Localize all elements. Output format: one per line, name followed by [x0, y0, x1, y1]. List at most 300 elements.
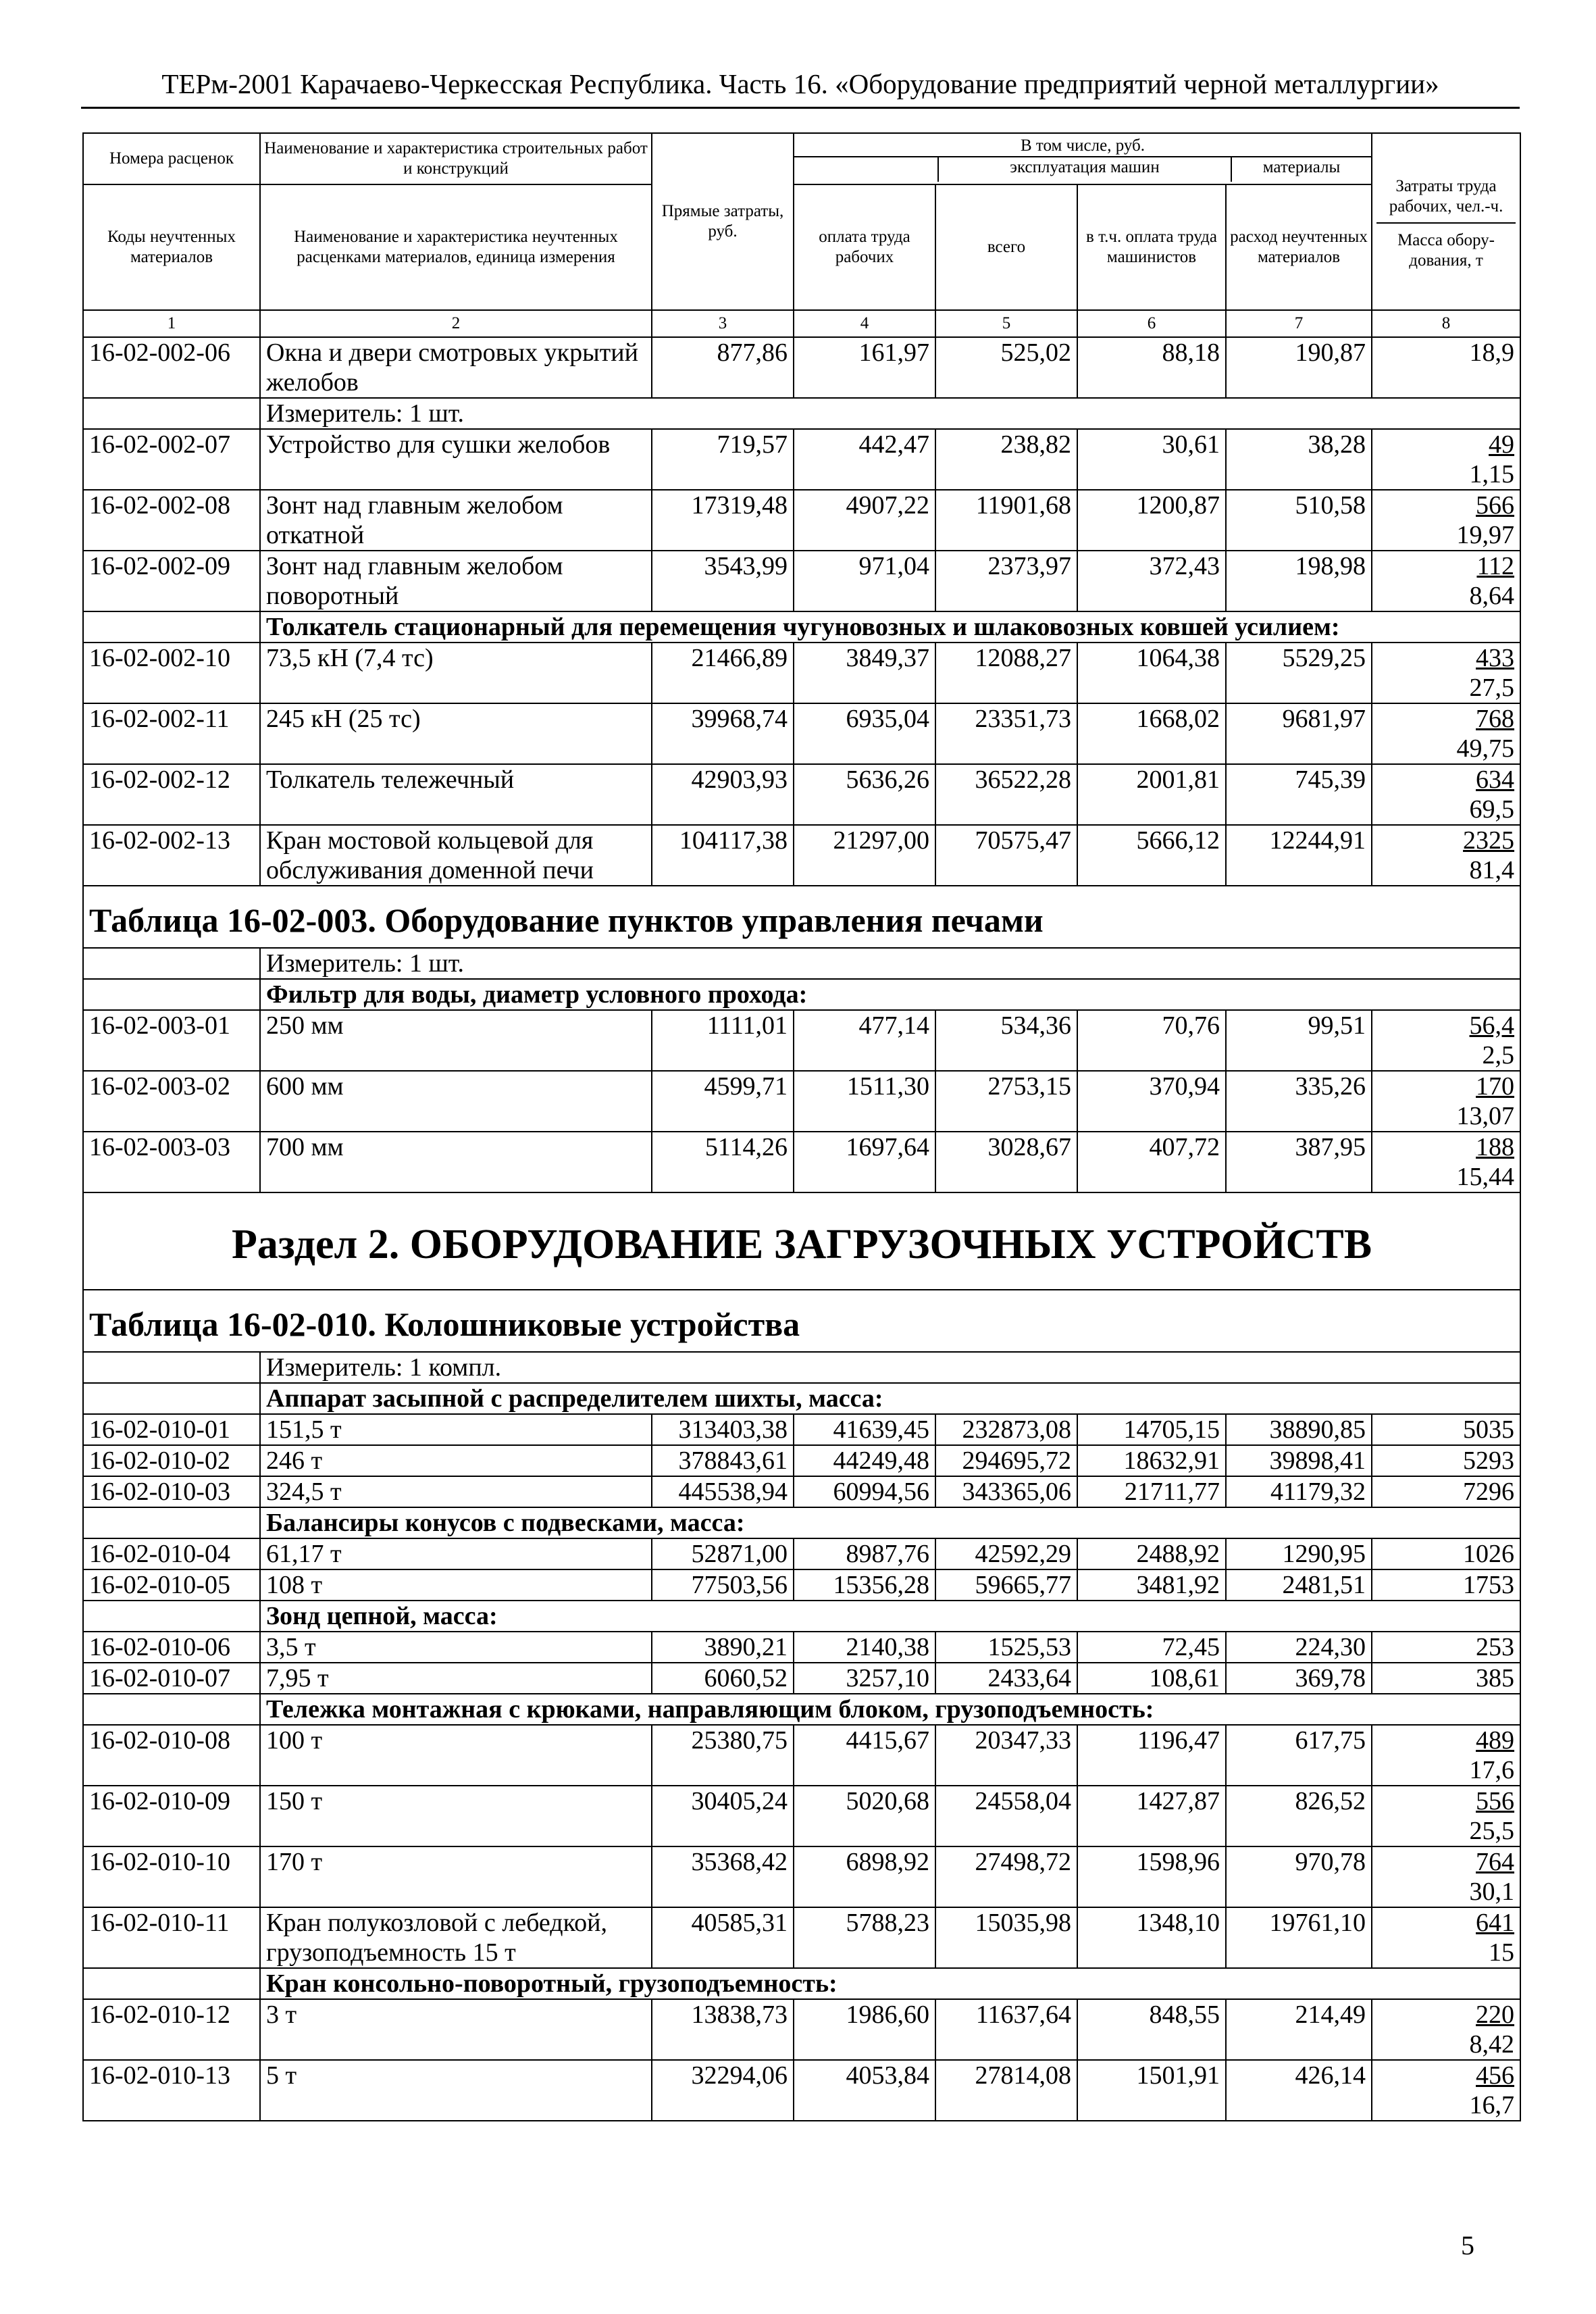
materials-value: 335,26 — [1226, 1071, 1372, 1132]
rate-name: 7,95 т — [260, 1663, 652, 1694]
subheader: Тележка монтажная с крюками, направляющим блоком, грузоподъемность: — [260, 1694, 1520, 1725]
equipment-mass-value: 8,64 — [1469, 582, 1515, 610]
labor-pay-value: 5020,68 — [794, 1786, 935, 1846]
rate-code: 16-02-003-02 — [83, 1071, 260, 1132]
materials-value: 38,28 — [1226, 429, 1372, 490]
rate-code: 16-02-002-08 — [83, 490, 260, 551]
operators-pay-value: 1427,87 — [1077, 1786, 1226, 1846]
measure-row — [83, 1352, 1520, 1383]
subheader: Фильтр для воды, диаметр условного прохода: — [260, 979, 1520, 1010]
rate-name: 246 т — [260, 1445, 652, 1476]
direct-costs-value: 5114,26 — [652, 1132, 794, 1192]
labor-pay-value: 3849,37 — [794, 643, 935, 703]
col-number: 7 — [1226, 310, 1372, 337]
col-number: 5 — [935, 310, 1077, 337]
rate-code: 16-02-010-09 — [83, 1786, 260, 1846]
rate-name: 600 мм — [260, 1071, 652, 1132]
rate-name: Толкатель тележечный — [260, 764, 652, 825]
materials-value: 970,78 — [1226, 1846, 1372, 1907]
materials-value: 38890,85 — [1226, 1414, 1372, 1445]
measure-unit: Измеритель: 1 шт. — [260, 398, 1520, 429]
empty-cell — [83, 1601, 260, 1632]
column-numbers-row — [83, 310, 1520, 337]
labor-hours-value: 556 — [1476, 1787, 1515, 1815]
labor-pay-value: 161,97 — [794, 337, 935, 398]
operators-pay-value: 1598,96 — [1077, 1846, 1226, 1907]
materials-value: 12244,91 — [1226, 825, 1372, 886]
labor-mass-cell — [1372, 429, 1520, 490]
empty-cell — [83, 1507, 260, 1538]
col-number: 4 — [794, 310, 935, 337]
labor-hours-value: 768 — [1476, 705, 1515, 733]
machines-total-value: 27498,72 — [935, 1846, 1077, 1907]
rate-name: 151,5 т — [260, 1414, 652, 1445]
labor-mass-cell — [1372, 551, 1520, 611]
table-row — [83, 1786, 1520, 1846]
empty-cell — [83, 611, 260, 643]
direct-costs-value: 35368,42 — [652, 1846, 794, 1907]
labor-hours-value: 385 — [1476, 1664, 1515, 1692]
labor-pay-value: 5788,23 — [794, 1907, 935, 1968]
labor-mass-cell — [1372, 825, 1520, 886]
labor-hours-value: 641 — [1476, 1909, 1515, 1937]
materials-value: 426,14 — [1226, 2060, 1372, 2121]
rate-name: 250 мм — [260, 1010, 652, 1071]
machines-total-value: 2753,15 — [935, 1071, 1077, 1132]
equipment-mass-value: 2,5 — [1482, 1041, 1515, 1070]
operators-pay-value: 2488,92 — [1077, 1538, 1226, 1569]
empty-cell — [83, 1383, 260, 1414]
materials-value: 190,87 — [1226, 337, 1372, 398]
operators-pay-value: 18632,91 — [1077, 1445, 1226, 1476]
measure-row — [83, 948, 1520, 979]
machines-total-value: 15035,98 — [935, 1907, 1077, 1968]
operators-pay-value: 848,55 — [1077, 1999, 1226, 2060]
rate-code: 16-02-002-12 — [83, 764, 260, 825]
operators-pay-value: 3481,92 — [1077, 1569, 1226, 1601]
section-title-row — [83, 1192, 1520, 1290]
machines-total-value: 23351,73 — [935, 703, 1077, 764]
rate-code: 16-02-010-12 — [83, 1999, 260, 2060]
labor-hours-value: 764 — [1476, 1848, 1515, 1876]
rate-name: Окна и двери смотровых укрытий желобов — [260, 337, 652, 398]
machines-total-value: 24558,04 — [935, 1786, 1077, 1846]
empty-cell — [83, 948, 260, 979]
materials-value: 39898,41 — [1226, 1445, 1372, 1476]
col-number: 8 — [1372, 310, 1520, 337]
labor-mass-cell — [1372, 1569, 1520, 1601]
rate-name: 150 т — [260, 1786, 652, 1846]
direct-costs-value: 445538,94 — [652, 1476, 794, 1507]
rate-name: 73,5 кН (7,4 тс) — [260, 643, 652, 703]
table-row — [83, 490, 1520, 551]
operators-pay-value: 1200,87 — [1077, 490, 1226, 551]
labor-mass-cell — [1372, 1663, 1520, 1694]
table-row — [83, 429, 1520, 490]
machines-total-value: 11637,64 — [935, 1999, 1077, 2060]
empty-cell — [83, 398, 260, 429]
machines-total-value: 11901,68 — [935, 490, 1077, 551]
table-row — [83, 1132, 1520, 1192]
table-row — [83, 1632, 1520, 1663]
rate-code: 16-02-010-06 — [83, 1632, 260, 1663]
header-labor-costs: Затраты труда рабочих, чел.-ч. — [1376, 172, 1516, 224]
operators-pay-value: 21711,77 — [1077, 1476, 1226, 1507]
machines-total-value: 27814,08 — [935, 2060, 1077, 2121]
direct-costs-value: 30405,24 — [652, 1786, 794, 1846]
materials-value: 224,30 — [1226, 1632, 1372, 1663]
direct-costs-value: 104117,38 — [652, 825, 794, 886]
subheader: Кран консольно-поворотный, грузоподъемность: — [260, 1968, 1520, 1999]
table-row — [83, 1907, 1520, 1968]
machines-total-value: 525,02 — [935, 337, 1077, 398]
materials-value: 826,52 — [1226, 1786, 1372, 1846]
rate-code: 16-02-002-11 — [83, 703, 260, 764]
header-equipment-mass: Масса обору-дования, т — [1397, 231, 1495, 270]
measure-unit: Измеритель: 1 шт. — [260, 948, 1520, 979]
rate-name: 61,17 т — [260, 1538, 652, 1569]
labor-hours-value: 170 — [1476, 1072, 1515, 1101]
col-number: 3 — [652, 310, 794, 337]
materials-value: 1290,95 — [1226, 1538, 1372, 1569]
header-machines-total: всего — [935, 184, 1077, 310]
labor-hours-value: 220 — [1476, 2001, 1515, 2029]
subheader-row — [83, 1601, 1520, 1632]
subheader-row — [83, 1694, 1520, 1725]
subheader: Зонд цепной, масса: — [260, 1601, 1520, 1632]
rate-name: 108 т — [260, 1569, 652, 1601]
operators-pay-value: 108,61 — [1077, 1663, 1226, 1694]
machines-total-value: 70575,47 — [935, 825, 1077, 886]
labor-pay-value: 4415,67 — [794, 1725, 935, 1786]
subheader-row — [83, 611, 1520, 643]
materials-value: 99,51 — [1226, 1010, 1372, 1071]
table-title-row — [83, 886, 1520, 948]
header-labor-costs-group — [1372, 133, 1520, 310]
labor-pay-value: 4907,22 — [794, 490, 935, 551]
labor-pay-value: 41639,45 — [794, 1414, 935, 1445]
machines-total-value: 36522,28 — [935, 764, 1077, 825]
labor-mass-cell — [1372, 703, 1520, 764]
col-number: 1 — [83, 310, 260, 337]
machines-total-value: 1525,53 — [935, 1632, 1077, 1663]
empty-cell — [83, 979, 260, 1010]
rate-name: Зонт над главным желобом откатной — [260, 490, 652, 551]
table-row — [83, 1071, 1520, 1132]
materials-value: 9681,97 — [1226, 703, 1372, 764]
labor-pay-value: 21297,00 — [794, 825, 935, 886]
header-materials: материалы — [1262, 158, 1341, 176]
machines-total-value: 2433,64 — [935, 1663, 1077, 1694]
labor-hours-value: 5293 — [1463, 1447, 1515, 1475]
labor-mass-cell — [1372, 490, 1520, 551]
labor-hours-value: 489 — [1476, 1726, 1515, 1755]
labor-hours-value: 456 — [1476, 2061, 1515, 2090]
labor-pay-value: 44249,48 — [794, 1445, 935, 1476]
labor-pay-value: 442,47 — [794, 429, 935, 490]
direct-costs-value: 378843,61 — [652, 1445, 794, 1476]
operators-pay-value: 407,72 — [1077, 1132, 1226, 1192]
header-including-label: В том числе, руб. — [794, 136, 1371, 157]
labor-mass-cell — [1372, 1071, 1520, 1132]
labor-mass-cell — [1372, 2060, 1520, 2121]
table-row — [83, 1010, 1520, 1071]
equipment-mass-value: 8,42 — [1469, 2030, 1515, 2059]
page-number: 5 — [1461, 2230, 1474, 2261]
rate-code: 16-02-003-03 — [83, 1132, 260, 1192]
rate-name: Устройство для сушки желобов — [260, 429, 652, 490]
equipment-mass-value: 17,6 — [1469, 1756, 1515, 1784]
labor-pay-value: 3257,10 — [794, 1663, 935, 1694]
table-row — [83, 1445, 1520, 1476]
header-material-name: Наименование и характеристика неучтенных расценками материалов, единица измерения — [260, 184, 652, 310]
direct-costs-value: 32294,06 — [652, 2060, 794, 2121]
labor-pay-value: 6935,04 — [794, 703, 935, 764]
header-operators-pay: в т.ч. оплата труда машинистов — [1077, 184, 1226, 310]
table-row — [83, 1999, 1520, 2060]
labor-pay-value: 1697,64 — [794, 1132, 935, 1192]
materials-value: 214,49 — [1226, 1999, 1372, 2060]
rate-code: 16-02-010-10 — [83, 1846, 260, 1907]
col-number: 6 — [1077, 310, 1226, 337]
direct-costs-value: 4599,71 — [652, 1071, 794, 1132]
rate-name: 5 т — [260, 2060, 652, 2121]
operators-pay-value: 2001,81 — [1077, 764, 1226, 825]
operators-pay-value: 1501,91 — [1077, 2060, 1226, 2121]
equipment-mass-value: 25,5 — [1469, 1817, 1515, 1845]
machines-total-value: 534,36 — [935, 1010, 1077, 1071]
rate-code: 16-02-010-02 — [83, 1445, 260, 1476]
labor-pay-value: 1511,30 — [794, 1071, 935, 1132]
labor-hours-value: 5035 — [1463, 1415, 1515, 1444]
labor-pay-value: 5636,26 — [794, 764, 935, 825]
rate-code: 16-02-010-07 — [83, 1663, 260, 1694]
rate-name: 245 кН (25 тс) — [260, 703, 652, 764]
table-row — [83, 764, 1520, 825]
labor-hours-value: 49 — [1489, 430, 1515, 459]
header-rate-numbers: Номера расценок — [83, 133, 260, 184]
labor-pay-value: 8987,76 — [794, 1538, 935, 1569]
rate-name: 3,5 т — [260, 1632, 652, 1663]
labor-hours-value: 18,9 — [1469, 338, 1515, 367]
labor-pay-value: 15356,28 — [794, 1569, 935, 1601]
table-row — [83, 703, 1520, 764]
rate-code: 16-02-010-11 — [83, 1907, 260, 1968]
direct-costs-value: 17319,48 — [652, 490, 794, 551]
machines-total-value: 343365,06 — [935, 1476, 1077, 1507]
header-divider — [81, 107, 1520, 109]
header-work-name: Наименование и характеристика строительных работ и конструкций — [260, 133, 652, 184]
subheader: Аппарат засыпной с распределителем шихты, масса: — [260, 1383, 1520, 1414]
labor-pay-value: 6898,92 — [794, 1846, 935, 1907]
direct-costs-value: 21466,89 — [652, 643, 794, 703]
labor-mass-cell — [1372, 1538, 1520, 1569]
labor-mass-cell — [1372, 1846, 1520, 1907]
equipment-mass-value: 30,1 — [1469, 1878, 1515, 1906]
rate-code: 16-02-010-05 — [83, 1569, 260, 1601]
machines-total-value: 59665,77 — [935, 1569, 1077, 1601]
materials-value: 198,98 — [1226, 551, 1372, 611]
rate-name: 170 т — [260, 1846, 652, 1907]
direct-costs-value: 40585,31 — [652, 1907, 794, 1968]
operators-pay-value: 14705,15 — [1077, 1414, 1226, 1445]
operators-pay-value: 370,94 — [1077, 1071, 1226, 1132]
rate-name: Зонт над главным желобом поворотный — [260, 551, 652, 611]
labor-hours-value: 112 — [1476, 552, 1515, 580]
table-row — [83, 1476, 1520, 1507]
labor-mass-cell — [1372, 337, 1520, 398]
table-row — [83, 551, 1520, 611]
table-row — [83, 1414, 1520, 1445]
operators-pay-value: 88,18 — [1077, 337, 1226, 398]
operators-pay-value: 372,43 — [1077, 551, 1226, 611]
machines-total-value: 20347,33 — [935, 1725, 1077, 1786]
subheader-row — [83, 1383, 1520, 1414]
direct-costs-value: 13838,73 — [652, 1999, 794, 2060]
materials-value: 510,58 — [1226, 490, 1372, 551]
labor-mass-cell — [1372, 1445, 1520, 1476]
page-header-title: ТЕРм-2001 Карачаево-Черкесская Республика. Часть 16. «Оборудование предприятий черной металлургии» — [161, 68, 1439, 99]
materials-value: 745,39 — [1226, 764, 1372, 825]
table-title: Таблица 16-02-003. Оборудование пунктов управления печами — [83, 886, 1520, 948]
rate-name: 100 т — [260, 1725, 652, 1786]
header-including-group — [794, 133, 1372, 184]
rate-code: 16-02-010-04 — [83, 1538, 260, 1569]
table-row — [83, 337, 1520, 398]
table-row — [83, 2060, 1520, 2121]
operators-pay-value: 1196,47 — [1077, 1725, 1226, 1786]
equipment-mass-value: 19,97 — [1456, 521, 1515, 549]
equipment-mass-value: 15,44 — [1456, 1163, 1515, 1191]
col-number: 2 — [260, 310, 652, 337]
direct-costs-value: 39968,74 — [652, 703, 794, 764]
labor-hours-value: 433 — [1476, 644, 1515, 672]
direct-costs-value: 6060,52 — [652, 1663, 794, 1694]
rate-name: 3 т — [260, 1999, 652, 2060]
materials-value: 387,95 — [1226, 1132, 1372, 1192]
materials-value: 19761,10 — [1226, 1907, 1372, 1968]
empty-cell — [83, 1968, 260, 1999]
empty-cell — [83, 1694, 260, 1725]
labor-pay-value: 2140,38 — [794, 1632, 935, 1663]
table-row — [83, 643, 1520, 703]
section-title: Раздел 2. ОБОРУДОВАНИЕ ЗАГРУЗОЧНЫХ УСТРОЙСТВ — [83, 1192, 1520, 1290]
equipment-mass-value: 69,5 — [1469, 795, 1515, 824]
labor-mass-cell — [1372, 1907, 1520, 1968]
header-exploitation: эксплуатация машин — [939, 157, 1232, 182]
machines-total-value: 42592,29 — [935, 1538, 1077, 1569]
labor-hours-value: 2325 — [1463, 826, 1515, 855]
rate-code: 16-02-010-01 — [83, 1414, 260, 1445]
machines-total-value: 294695,72 — [935, 1445, 1077, 1476]
labor-hours-value: 7296 — [1463, 1478, 1515, 1506]
rate-name: Кран мостовой кольцевой для обслуживания доменной печи — [260, 825, 652, 886]
empty-cell — [83, 1352, 260, 1383]
labor-hours-value: 566 — [1476, 491, 1515, 520]
header-unaccounted-materials: расход неучтенных материалов — [1226, 184, 1372, 310]
table-header — [83, 133, 1520, 337]
direct-costs-value: 77503,56 — [652, 1569, 794, 1601]
operators-pay-value: 1064,38 — [1077, 643, 1226, 703]
labor-hours-value: 188 — [1476, 1133, 1515, 1161]
header-direct-costs: Прямые затраты, руб. — [652, 133, 794, 310]
operators-pay-value: 1668,02 — [1077, 703, 1226, 764]
labor-mass-cell — [1372, 1476, 1520, 1507]
table-title-row — [83, 1290, 1520, 1352]
labor-hours-value: 56,4 — [1469, 1011, 1515, 1040]
direct-costs-value: 3890,21 — [652, 1632, 794, 1663]
subheader: Балансиры конусов с подвесками, масса: — [260, 1507, 1520, 1538]
table-row — [83, 825, 1520, 886]
labor-mass-cell — [1372, 1132, 1520, 1192]
labor-pay-value: 4053,84 — [794, 2060, 935, 2121]
rate-code: 16-02-010-08 — [83, 1725, 260, 1786]
materials-value: 2481,51 — [1226, 1569, 1372, 1601]
table-row — [83, 1663, 1520, 1694]
equipment-mass-value: 27,5 — [1469, 674, 1515, 702]
machines-total-value: 232873,08 — [935, 1414, 1077, 1445]
header-material-codes: Коды неучтенных материалов — [83, 184, 260, 310]
operators-pay-value: 72,45 — [1077, 1632, 1226, 1663]
header-labor-pay: оплата труда рабочих — [794, 184, 935, 310]
rate-name: Кран полукозловой с лебедкой, грузоподъемность 15 т — [260, 1907, 652, 1968]
rate-code: 16-02-010-13 — [83, 2060, 260, 2121]
labor-mass-cell — [1372, 764, 1520, 825]
table-row — [83, 1725, 1520, 1786]
machines-total-value: 2373,97 — [935, 551, 1077, 611]
equipment-mass-value: 15 — [1489, 1938, 1515, 1967]
measure-unit: Измеритель: 1 компл. — [260, 1352, 1520, 1383]
subheader: Толкатель стационарный для перемещения чугуновозных и шлаковозных ковшей усилием: — [260, 611, 1520, 643]
rate-code: 16-02-002-13 — [83, 825, 260, 886]
rate-code: 16-02-003-01 — [83, 1010, 260, 1071]
operators-pay-value: 1348,10 — [1077, 1907, 1226, 1968]
labor-mass-cell — [1372, 1999, 1520, 2060]
operators-pay-value: 30,61 — [1077, 429, 1226, 490]
table-row — [83, 1538, 1520, 1569]
equipment-mass-value: 13,07 — [1456, 1102, 1515, 1130]
rate-code: 16-02-002-09 — [83, 551, 260, 611]
subheader-row — [83, 1507, 1520, 1538]
direct-costs-value: 719,57 — [652, 429, 794, 490]
direct-costs-value: 52871,00 — [652, 1538, 794, 1569]
direct-costs-value: 1111,01 — [652, 1010, 794, 1071]
materials-value: 5529,25 — [1226, 643, 1372, 703]
machines-total-value: 238,82 — [935, 429, 1077, 490]
machines-total-value: 12088,27 — [935, 643, 1077, 703]
table-row — [83, 1846, 1520, 1907]
direct-costs-value: 313403,38 — [652, 1414, 794, 1445]
labor-mass-cell — [1372, 1414, 1520, 1445]
labor-pay-value: 971,04 — [794, 551, 935, 611]
rates-table — [82, 132, 1521, 2121]
labor-hours-value: 1753 — [1463, 1571, 1515, 1599]
labor-hours-value: 1026 — [1463, 1540, 1515, 1568]
direct-costs-value: 42903,93 — [652, 764, 794, 825]
rate-name: 700 мм — [260, 1132, 652, 1192]
table-row — [83, 1569, 1520, 1601]
rate-name: 324,5 т — [260, 1476, 652, 1507]
labor-hours-value: 634 — [1476, 765, 1515, 794]
rate-code: 16-02-002-07 — [83, 429, 260, 490]
rate-code: 16-02-002-06 — [83, 337, 260, 398]
labor-mass-cell — [1372, 643, 1520, 703]
equipment-mass-value: 1,15 — [1469, 460, 1515, 488]
operators-pay-value: 5666,12 — [1077, 825, 1226, 886]
measure-row — [83, 398, 1520, 429]
labor-mass-cell — [1372, 1725, 1520, 1786]
table-body — [83, 337, 1520, 2121]
